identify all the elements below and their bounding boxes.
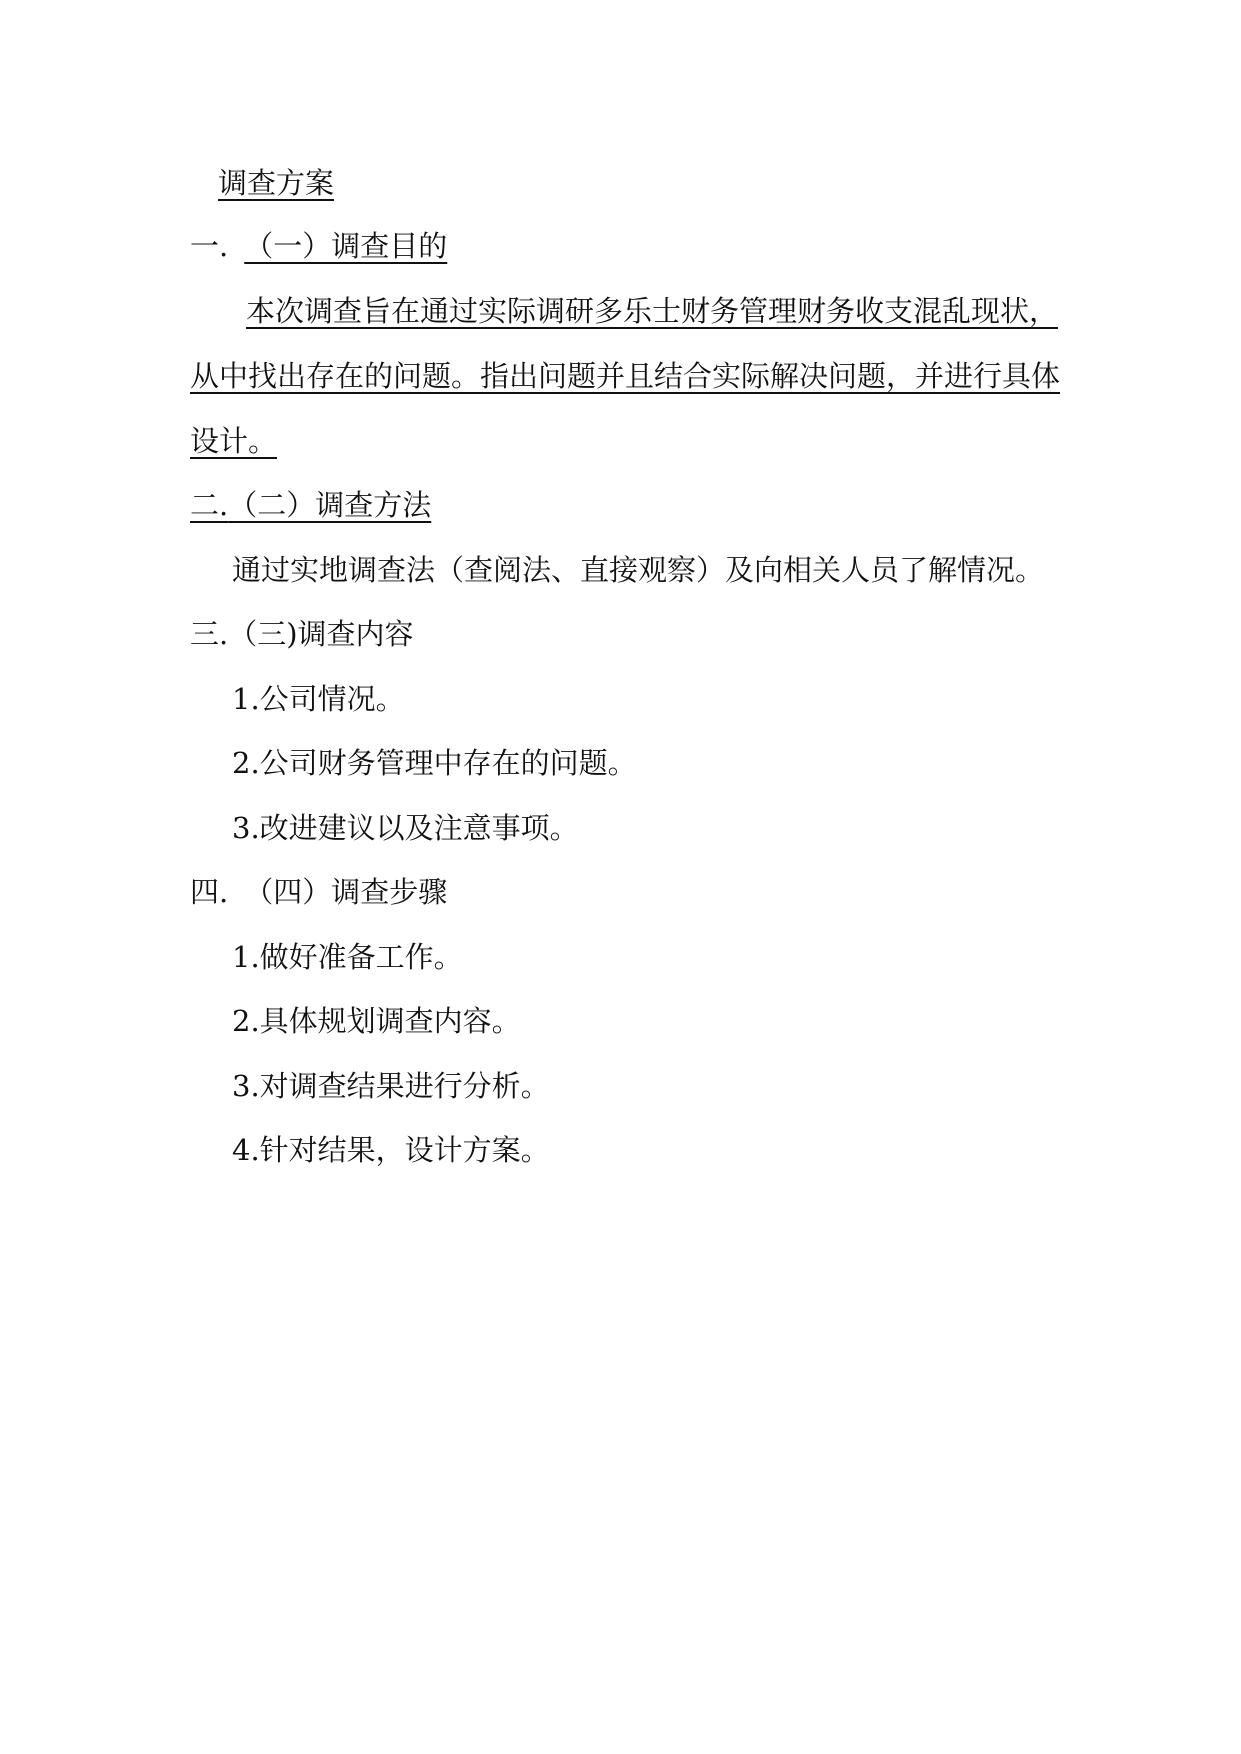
section-4-item-1 (232, 937, 463, 977)
list-item: 3.对调查结果进行分析。 (232, 1069, 550, 1103)
section-title: （一）调查目的 (244, 229, 448, 263)
section-1-paragraph-line-1 (190, 291, 1072, 331)
section-3-heading (190, 614, 414, 654)
section-number: 二. (190, 488, 229, 522)
section-3-item-3 (232, 808, 579, 848)
section-4-heading (190, 872, 447, 912)
list-item: 3.改进建议以及注意事项。 (232, 811, 579, 845)
section-4-item-4 (232, 1130, 550, 1170)
section-1-paragraph-line-2 (190, 356, 1060, 396)
section-number: 一. (190, 229, 229, 263)
section-number: 四. (190, 875, 229, 909)
list-item: 1.公司情况。 (232, 682, 405, 716)
document-title (190, 163, 348, 203)
paragraph-text: 通过实地调查法（查阅法、直接观察）及向相关人员了解情况。 (232, 553, 1045, 587)
paragraph-text: 本次调查旨在通过实际调研多乐士财务管理财务收支混乱现状， (246, 294, 1059, 328)
paragraph-text: 从中找出存在的问题。指出问题并且结合实际解决问题，并进行具体 (190, 359, 1061, 393)
section-4-item-3 (232, 1066, 550, 1106)
list-item: 4.针对结果，设计方案。 (232, 1133, 550, 1167)
section-4-item-2 (232, 1001, 521, 1041)
section-2-paragraph (232, 550, 1044, 590)
section-title: （二）调查方法 (228, 488, 432, 522)
section-1-paragraph-line-3 (190, 421, 305, 461)
list-item: 1.做好准备工作。 (232, 940, 463, 974)
list-item: 2.公司财务管理中存在的问题。 (232, 746, 637, 780)
paragraph-text: 设计。 (190, 424, 278, 458)
list-item: 2.具体规划调查内容。 (232, 1004, 521, 1038)
section-1-heading (190, 226, 447, 266)
section-3-item-1 (232, 679, 405, 719)
section-title: （三)调查内容 (228, 617, 414, 651)
section-2-heading (190, 485, 431, 525)
section-3-item-2 (232, 743, 637, 783)
document-title-text: 调查方案 (218, 166, 335, 200)
section-title: （四）调查步骤 (244, 875, 448, 909)
section-number: 三. (190, 617, 229, 651)
